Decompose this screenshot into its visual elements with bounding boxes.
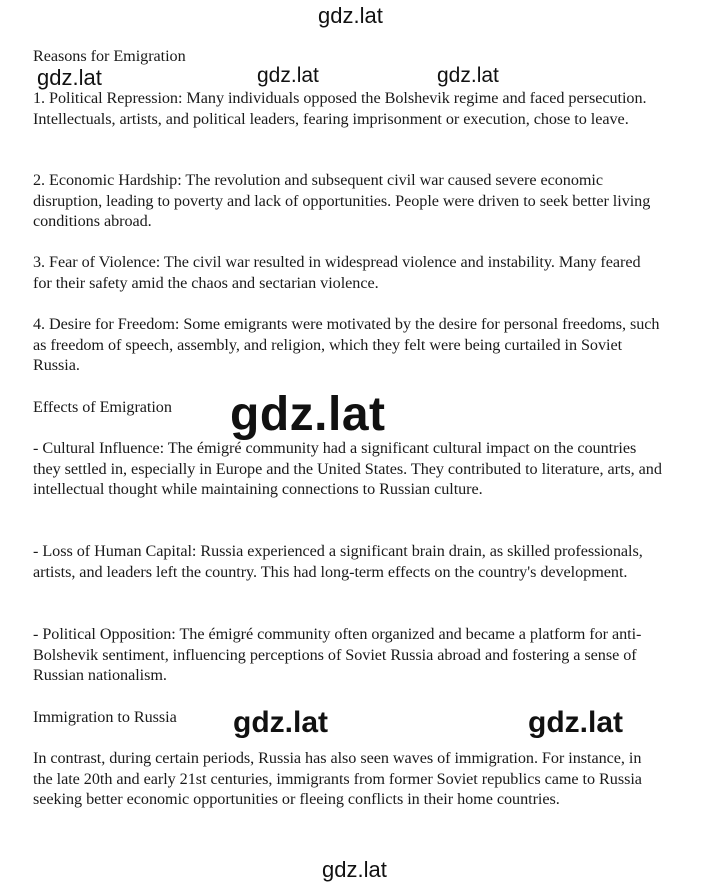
reason-political-repression: 1. Political Repression: Many individuals opposed the Bolshevik regime and faced persecution. Intellectuals, artists, and political leaders, fearing imprisonment or execution, chose to leave. [33, 89, 647, 128]
effect-loss-of-human-capital: - Loss of Human Capital: Russia experienced a significant brain drain, as skilled professionals, artists, and leaders left the country. This had long-term effects on the country's development. [33, 542, 643, 581]
watermark-row-left: gdz.lat [37, 65, 102, 90]
reason-desire-for-freedom: 4. Desire for Freedom: Some emigrants were motivated by the desire for personal freedoms, such as freedom of speech, assembly, and religion, which they felt were being curtailed in Soviet Russia. [33, 315, 660, 375]
watermark-row-mid: gdz.lat [257, 64, 319, 87]
effect-cultural-influence: - Cultural Influence: The émigré community had a significant cultural impact on the countries they settled in, especially in Europe and the United States. They contributed to literature, arts, and intellectual thought while maintaining connections to Russian culture. [33, 439, 662, 499]
reason-economic-hardship: 2. Economic Hardship: The revolution and subsequent civil war caused severe economic disruption, leading to poverty and lack of opportunities. People were driven to seek better living conditions abroad. [33, 171, 651, 231]
immigration-heading: Immigration to Russia [33, 708, 177, 726]
reason-fear-of-violence: 3. Fear of Violence: The civil war resulted in widespread violence and instability. Many feared for their safety amid the chaos and sectarian violence. [33, 253, 641, 292]
watermark-top: gdz.lat [318, 3, 383, 28]
immigration-paragraph: In contrast, during certain periods, Russia has also seen waves of immigration. For instance, in the late 20th and early 21st centuries, immigrants from former Soviet republics came to Russia seeking better economic opportunities or fleeing conflicts in their home countries. [33, 749, 642, 809]
effect-political-opposition: - Political Opposition: The émigré community often organized and became a platform for anti-Bolshevik sentiment, influencing perceptions of Soviet Russia abroad and fostering a sense of Russian nationalism. [33, 625, 642, 685]
reasons-heading: Reasons for Emigration [33, 47, 186, 65]
watermark-row-right: gdz.lat [437, 64, 499, 87]
watermark-lower-left: gdz.lat [233, 706, 328, 739]
effects-heading: Effects of Emigration [33, 398, 172, 416]
watermark-lower-right: gdz.lat [528, 706, 623, 739]
watermark-bottom: gdz.lat [322, 857, 387, 882]
watermark-center-big: gdz.lat [230, 388, 386, 441]
